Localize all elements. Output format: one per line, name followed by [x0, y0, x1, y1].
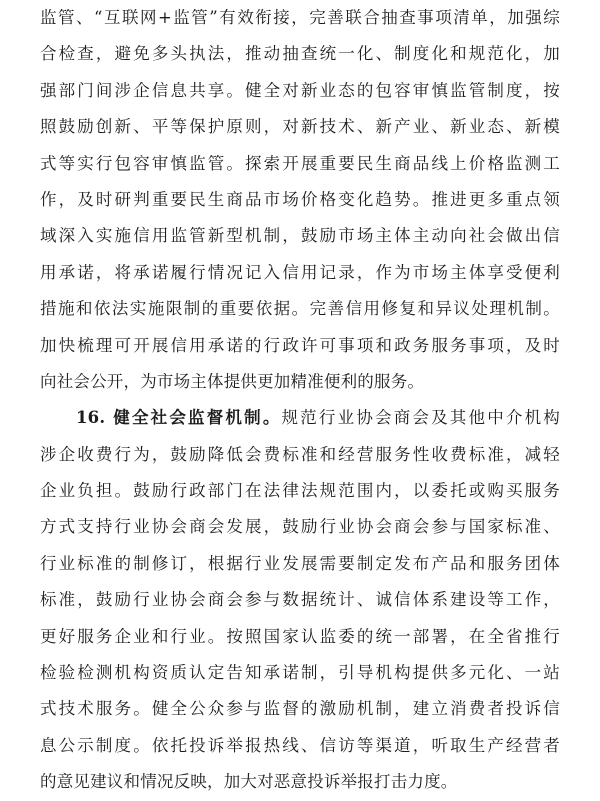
- text-line: 标准，鼓励行业协会商会参与数据统计、诚信体系建设等工作，: [40, 590, 560, 610]
- text-line: 方式支持行业协会商会发展，鼓励行业协会商会参与国家标准、: [40, 517, 560, 537]
- document-body: [40, 0, 560, 801]
- text-line: 式技术服务。健全公众参与监督的激励机制，建立消费者投诉信: [40, 699, 560, 719]
- text-line: 的意见建议和情况反映，加大对恶意投诉举报打击力度。: [40, 772, 458, 792]
- text-line: 涉企收费行为，鼓励降低会费标准和经营服务性收费标准，减轻: [40, 444, 560, 464]
- text-line: 企业负担。鼓励行政部门在法律法规范围内，以委托或购买服务: [40, 481, 560, 501]
- section-heading: 16. 健全社会监督机制。: [76, 408, 282, 428]
- text-line: 更好服务企业和行业。按照国家认监委的统一部署，在全省推行: [40, 626, 560, 646]
- paragraph-2: [40, 400, 560, 800]
- text-line: 行业标准的制修订，根据行业发展需要制定发布产品和服务团体: [40, 553, 560, 573]
- text-line: 向社会公开，为市场主体提供更加精准便利的服务。: [40, 371, 425, 391]
- paragraph-1: [40, 0, 560, 400]
- text-line: 强部门间涉企信息共享。健全对新业态的包容审慎监管制度，按: [40, 80, 560, 100]
- section-heading-text: 规范行业协会商会及其他中介机构: [281, 408, 560, 428]
- text-line: 合检查，避免多头执法，推动抽查统一化、制度化和规范化，加: [40, 44, 560, 64]
- text-line: 息公示制度。依托投诉举报热线、信访等渠道，听取生产经营者: [40, 735, 560, 755]
- section-heading-line: [40, 400, 560, 436]
- text-line: 照鼓励创新、平等保护原则，对新技术、新产业、新业态、新模: [40, 117, 560, 137]
- text-line: 域深入实施信用监管新型机制，鼓励市场主体主动向社会做出信: [40, 226, 560, 246]
- text-line: 监管、“互联网+监管”有效衔接，完善联合抽查事项清单，加强综: [40, 8, 560, 27]
- text-line: 作，及时研判重要民生商品市场价格变化趋势。推进更多重点领: [40, 189, 560, 209]
- text-line: 式等实行包容审慎监管。探索开展重要民生商品线上价格监测工: [40, 153, 560, 173]
- text-line: 检验检测机构资质认定告知承诺制，引导机构提供多元化、一站: [40, 663, 560, 683]
- text-line: 加快梳理可开展信用承诺的行政许可事项和政务服务事项，及时: [40, 335, 560, 355]
- text-line: 措施和依法实施限制的重要依据。完善信用修复和异议处理机制。: [40, 299, 560, 319]
- text-line: 用承诺，将承诺履行情况记入信用记录，作为市场主体享受便利: [40, 262, 560, 282]
